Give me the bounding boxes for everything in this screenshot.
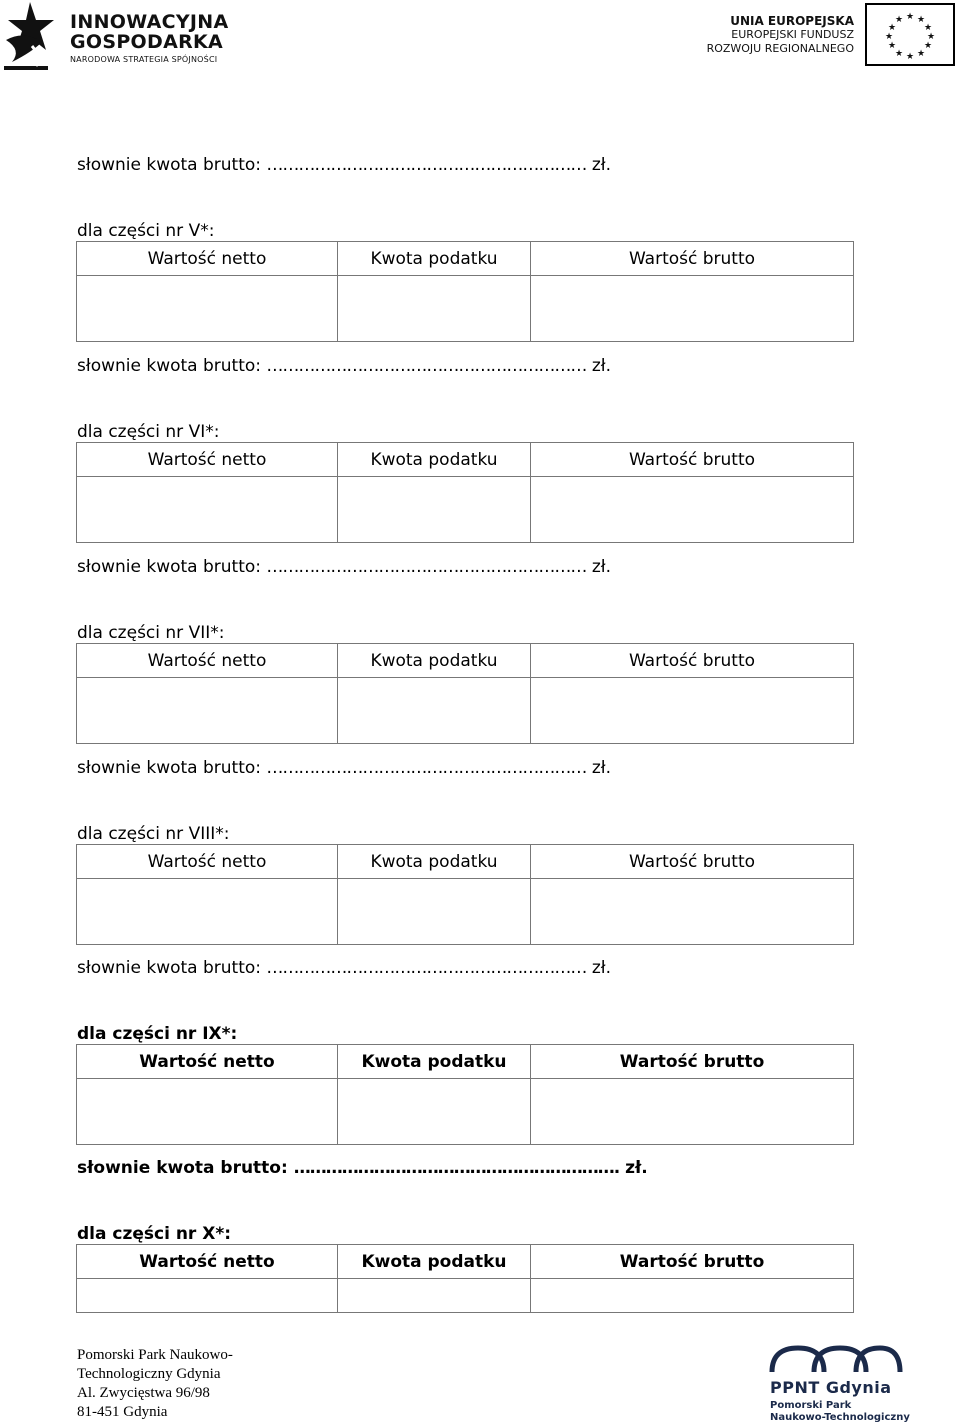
address-line: Technologiczny Gdynia bbox=[77, 1366, 221, 1382]
tax-amount-cell[interactable] bbox=[338, 477, 531, 543]
svg-text:★: ★ bbox=[916, 49, 926, 59]
svg-text:★: ★ bbox=[894, 49, 904, 59]
star-emblem-icon bbox=[2, 0, 64, 72]
amount-table bbox=[76, 844, 854, 945]
header-gross-value: Wartość brutto bbox=[531, 845, 854, 879]
gross-value-cell[interactable] bbox=[531, 477, 854, 543]
part-label: dla części nr VIII*: bbox=[77, 824, 230, 844]
eu-logo-text bbox=[707, 14, 854, 56]
eu-flag-icon bbox=[865, 3, 955, 66]
header-tax-amount: Kwota podatku bbox=[338, 443, 531, 477]
eu-line-2: EUROPEJSKI FUNDUSZ bbox=[731, 28, 854, 41]
tax-amount-cell[interactable] bbox=[338, 276, 531, 342]
net-value-cell[interactable] bbox=[77, 1279, 338, 1313]
amount-table bbox=[76, 241, 854, 342]
header-gross-value: Wartość brutto bbox=[531, 443, 854, 477]
svg-text:★: ★ bbox=[926, 32, 936, 42]
header-net-value: Wartość netto bbox=[77, 1045, 338, 1079]
header-tax-amount: Kwota podatku bbox=[338, 644, 531, 678]
gross-value-cell[interactable] bbox=[531, 879, 854, 945]
tax-amount-cell[interactable] bbox=[338, 1079, 531, 1145]
words-amount-line: słownie kwota brutto: ……………………………………………………. zł. bbox=[77, 1158, 648, 1178]
header-net-value: Wartość netto bbox=[77, 644, 338, 678]
ppnt-title: PPNT Gdynia bbox=[770, 1378, 892, 1397]
logo-line-1: INNOWACYJNA bbox=[70, 11, 229, 33]
address-line: 81-451 Gdynia bbox=[77, 1404, 168, 1420]
arches-icon bbox=[768, 1344, 904, 1374]
svg-text:★: ★ bbox=[894, 15, 904, 25]
part-label: dla części nr VII*: bbox=[77, 623, 225, 643]
header-net-value: Wartość netto bbox=[77, 443, 338, 477]
ppnt-sub-line-2: Naukowo-Technologiczny bbox=[770, 1412, 910, 1423]
amount-table bbox=[76, 643, 854, 744]
innowacyjna-gospodarka-logo bbox=[2, 0, 242, 74]
header-tax-amount: Kwota podatku bbox=[338, 242, 531, 276]
net-value-cell[interactable] bbox=[77, 879, 338, 945]
ppnt-logo bbox=[768, 1344, 910, 1428]
eu-line-1: UNIA EUROPEJSKA bbox=[730, 14, 854, 28]
gross-value-cell[interactable] bbox=[531, 1279, 854, 1313]
svg-text:★: ★ bbox=[905, 52, 915, 62]
address-line: Pomorski Park Naukowo- bbox=[77, 1347, 233, 1363]
header-tax-amount: Kwota podatku bbox=[338, 1045, 531, 1079]
svg-text:★: ★ bbox=[916, 15, 926, 25]
svg-text:★: ★ bbox=[923, 41, 933, 51]
header-gross-value: Wartość brutto bbox=[531, 644, 854, 678]
gross-value-cell[interactable] bbox=[531, 678, 854, 744]
header-net-value: Wartość netto bbox=[77, 845, 338, 879]
footer-address bbox=[77, 1346, 233, 1422]
header-net-value: Wartość netto bbox=[77, 242, 338, 276]
ppnt-subtitle bbox=[770, 1400, 910, 1424]
part-label: dla części nr IX*: bbox=[77, 1024, 238, 1044]
header-net-value: Wartość netto bbox=[77, 1245, 338, 1279]
net-value-cell[interactable] bbox=[77, 477, 338, 543]
header-gross-value: Wartość brutto bbox=[531, 1045, 854, 1079]
gross-value-cell[interactable] bbox=[531, 1079, 854, 1145]
part-label: dla części nr VI*: bbox=[77, 422, 220, 442]
words-amount-line: słownie kwota brutto: …………………………………………………… zł. bbox=[77, 155, 611, 175]
tax-amount-cell[interactable] bbox=[338, 678, 531, 744]
address-line: Al. Zwycięstwa 96/98 bbox=[77, 1385, 210, 1401]
amount-table bbox=[76, 1244, 854, 1313]
svg-text:★: ★ bbox=[905, 12, 915, 22]
amount-table bbox=[76, 442, 854, 543]
svg-text:★: ★ bbox=[884, 32, 894, 42]
logo-line-3: NARODOWA STRATEGIA SPÓJNOŚCI bbox=[70, 55, 218, 64]
amount-table bbox=[76, 1044, 854, 1145]
header-tax-amount: Kwota podatku bbox=[338, 845, 531, 879]
logo-line-2: GOSPODARKA bbox=[70, 31, 224, 53]
gross-value-cell[interactable] bbox=[531, 276, 854, 342]
net-value-cell[interactable] bbox=[77, 1079, 338, 1145]
words-amount-line: słownie kwota brutto: …………………………………………………… zł. bbox=[77, 958, 611, 978]
part-label: dla części nr V*: bbox=[77, 221, 215, 241]
net-value-cell[interactable] bbox=[77, 276, 338, 342]
svg-text:★: ★ bbox=[923, 23, 933, 33]
part-label: dla części nr X*: bbox=[77, 1224, 232, 1244]
header-gross-value: Wartość brutto bbox=[531, 242, 854, 276]
svg-text:★: ★ bbox=[887, 41, 897, 51]
words-amount-line: słownie kwota brutto: …………………………………………………… zł. bbox=[77, 758, 611, 778]
header-tax-amount: Kwota podatku bbox=[338, 1245, 531, 1279]
eu-line-3: ROZWOJU REGIONALNEGO bbox=[706, 42, 854, 55]
tax-amount-cell[interactable] bbox=[338, 879, 531, 945]
header-gross-value: Wartość brutto bbox=[531, 1245, 854, 1279]
svg-text:★: ★ bbox=[887, 23, 897, 33]
words-amount-line: słownie kwota brutto: …………………………………………………… zł. bbox=[77, 356, 611, 376]
tax-amount-cell[interactable] bbox=[338, 1279, 531, 1313]
ppnt-sub-line-1: Pomorski Park bbox=[770, 1400, 852, 1411]
net-value-cell[interactable] bbox=[77, 678, 338, 744]
words-amount-line: słownie kwota brutto: …………………………………………………… zł. bbox=[77, 557, 611, 577]
